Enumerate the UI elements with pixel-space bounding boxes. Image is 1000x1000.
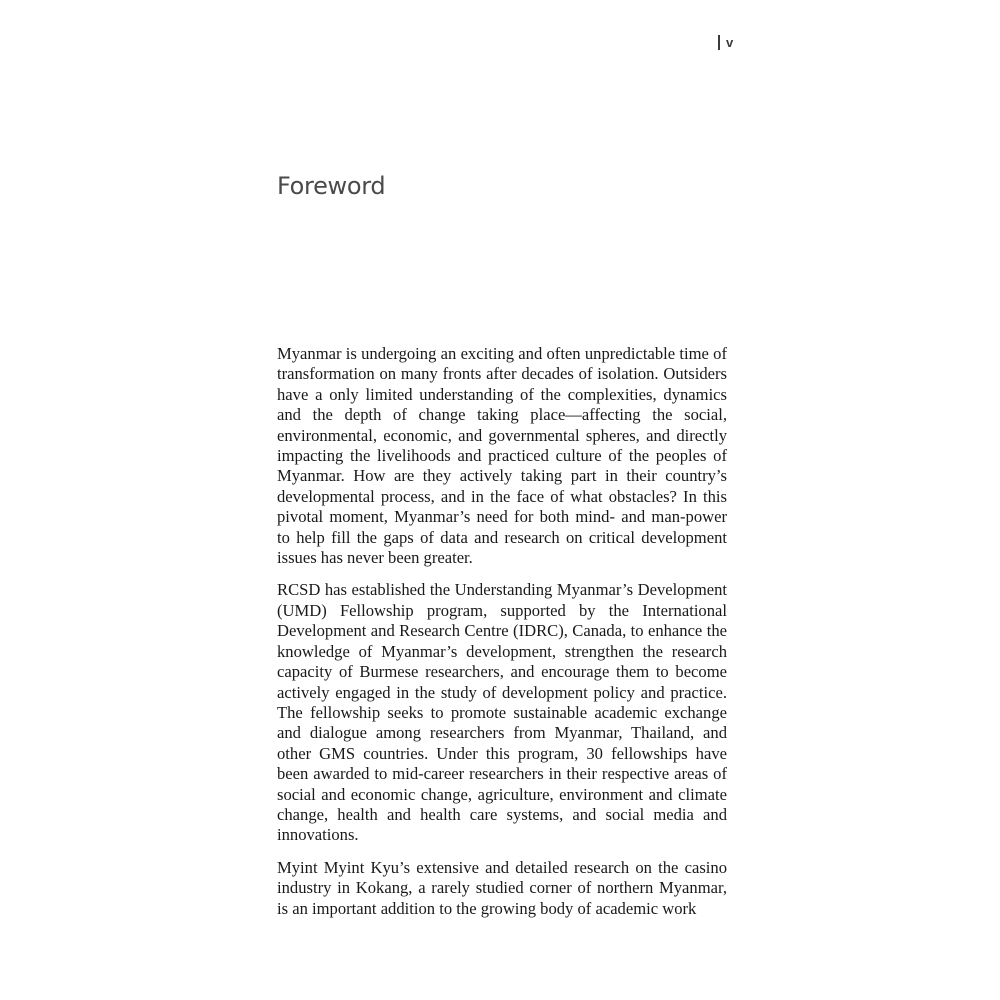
page-number: v xyxy=(726,35,734,50)
paragraph-3: Myint Myint Kyu’s extensive and detailed research on the casino industry in Kokang, a rarely studied corner of northern Myanmar, is an important addition to the growing body of academic work xyxy=(277,857,727,918)
paragraph-1: Myanmar is undergoing an exciting and often unpredictable time of transformation on many fronts after decades of isolation. Outsiders have a only limited understanding of the complexities, dynamics and the depth of change taking place—affecting the social, environmental, economic, and governmental spheres, and directly impacting the livelihoods and practiced culture of the peoples of Myanmar. How are they actively taking part in their country’s developmental process, and in the face of what obstacles? In this pivotal moment, Myanmar’s need for both mind- and man-power to help fill the gaps of data and research on critical development issues has never been greater. xyxy=(277,344,727,568)
paragraph-2: RCSD has established the Understanding Myanmar’s Development (UMD) Fellowship program, supported by the International Development and Research Centre (IDRC), Canada, to enhance the knowledge of Myanmar’s development, strengthen the research capacity of Burmese researchers, and encourage them to become actively engaged in the study of development policy and practice. The fellowship seeks to promote sustainable academic exchange and dialogue among researchers from Myanmar, Thailand, and other GMS countries. Under this program, 30 fellowships have been awarded to mid-career researchers in their respective areas of social and economic change, agriculture, environment and climate change, health and health care systems, and social media and innovations. xyxy=(277,580,727,845)
page-folio xyxy=(718,35,733,50)
chapter-title: Foreword xyxy=(277,172,386,200)
foreword-body xyxy=(277,344,727,931)
folio-divider xyxy=(718,35,720,50)
